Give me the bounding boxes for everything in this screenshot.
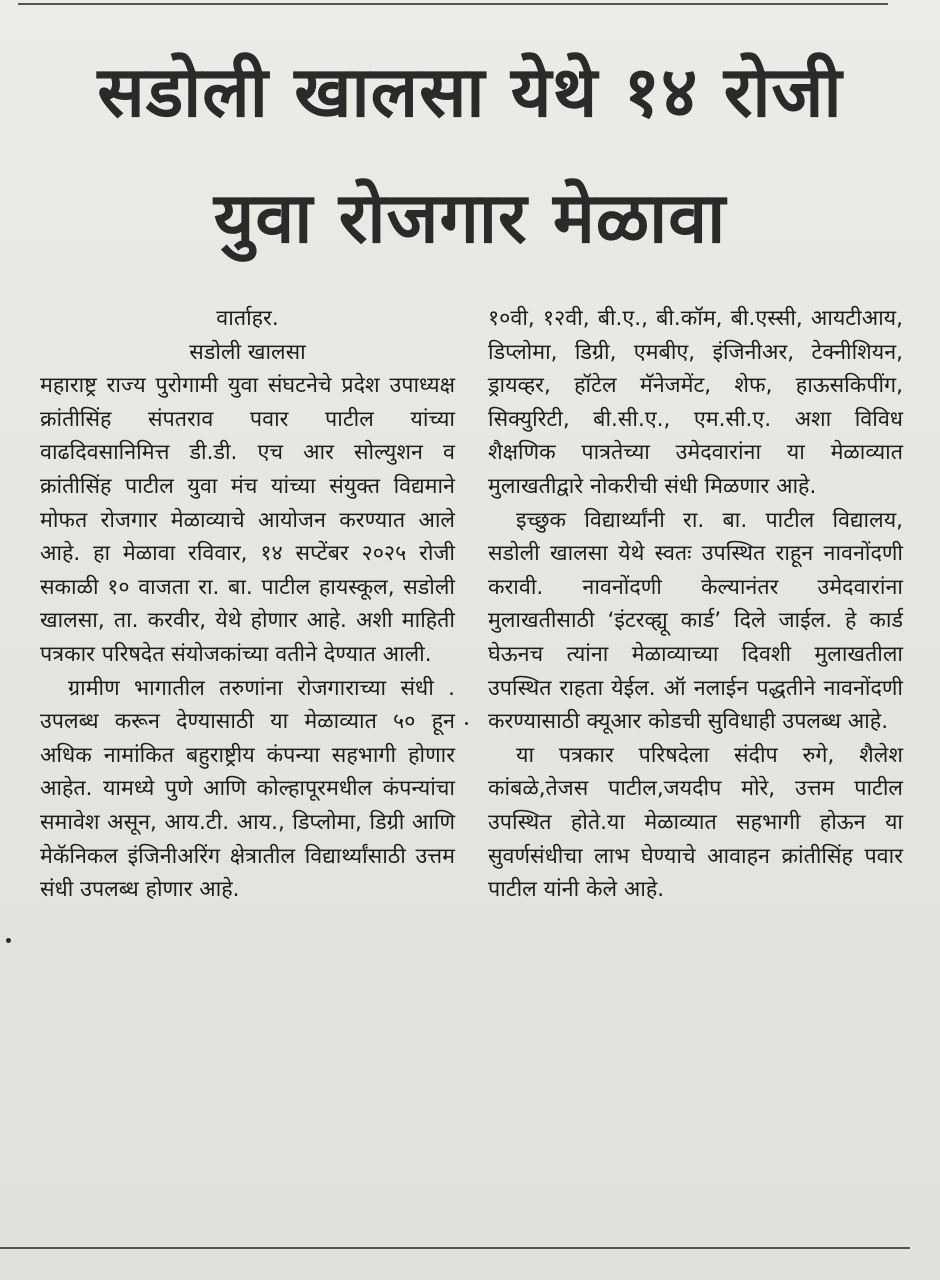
- headline-line-1: सडोली खालसा येथे १४ रोजी: [97, 51, 843, 133]
- bottom-rule: [0, 1247, 910, 1249]
- article-paragraph: १०वी, १२वी, बी.ए., बी.कॉम, बी.एस्सी, आयटीआय, डिप्लोमा, डिग्री, एमबीए, इंजिनीअर, टेक्नीशियन, ड्रायव्हर, हॉटेल मॅनेजमेंट, शेफ, हाऊसकिपींग, सिक्युरिटी, बी.सी.ए., एम.सी.ए. अशा विविध शैक्षणिक पात्रतेच्या उमेदवारांना या मेळाव्यात मुलाखतीद्वारे नोकरीची संधी मिळणार आहे.: [488, 306, 903, 499]
- headline-line-2: युवा रोजगार मेळावा: [213, 177, 727, 259]
- article-paragraph: इच्छुक विद्यार्थ्यांनी रा. बा. पाटील विद्यालय, सडोली खालसा येथे स्वतः उपस्थित राहून नावनोंदणी करावी. नावनोंदणी केल्यानंतर उमेदवारांना मुलाखतीसाठी ‘इंटरव्ह्यू कार्ड’ दिले जाईल. हे कार्ड घेऊनच त्यांना मेळाव्याच्या दिवशी मुलाखतीला उपस्थित राहता येईल. ऑ नलाईन पद्धतीने नावनोंदणी करण्यासाठी क्यूआर कोडची सुविधाही उपलब्ध आहे.: [488, 507, 903, 735]
- print-speck: [465, 722, 468, 725]
- top-rule: [18, 3, 888, 5]
- article-paragraph: या पत्रकार परिषदेला संदीप रुगे, शैलेश कांबळे,तेजस पाटील,जयदीप मोरे, उत्तम पाटील उपस्थित होते.या मेळाव्यात सहभागी होऊन या सुवर्णसंधीचा लाभ घेण्याचे आवाहन क्रांतीसिंह पवार पाटील यांनी केले आहे.: [488, 742, 903, 903]
- byline-place: सडोली खालसा: [189, 339, 306, 365]
- left-column: [40, 302, 455, 907]
- article-paragraph: ग्रामीण भागातील तरुणांना रोजगाराच्या संधी . उपलब्ध करून देण्यासाठी या मेळाव्यात ५० हून अधिक नामांकित बहुराष्ट्रीय कंपन्या सहभागी होणार आहेत. यामध्ये पुणे आणि कोल्हापूरमधील कंपन्यांचा समावेश असून, आय.टी. आय., डिप्लोमा, डिग्री आणि मेकॅनिकल इंजिनीअरिंग क्षेत्रातील विद्यार्थ्यांसाठी उत्तम संधी उपलब्ध होणार आहे.: [40, 675, 455, 903]
- print-speck: [6, 938, 11, 943]
- right-column: [488, 302, 903, 907]
- article-paragraph: महाराष्ट्र राज्य पुरोगामी युवा संघटनेचे प्रदेश उपाध्यक्ष क्रांतीसिंह संपतराव पवार पाटील यांच्या वाढदिवसानिमित्त डी.डी. एच आर सोल्युशन व क्रांतीसिंह पाटील युवा मंच यांच्या संयुक्त विद्यमाने मोफत रोजगार मेळाव्याचे आयोजन करण्यात आले आहे. हा मेळावा रविवार, १४ सप्टेंबर २०२५ रोजी सकाळी १० वाजता रा. बा. पाटील हायस्कूल, सडोली खालसा, ता. करवीर, येथे होणार आहे. अशी माहिती पत्रकार परिषदेत संयोजकांच्या वतीने देण्यात आली.: [40, 373, 455, 667]
- byline-reporter: वार्ताहर.: [216, 306, 279, 331]
